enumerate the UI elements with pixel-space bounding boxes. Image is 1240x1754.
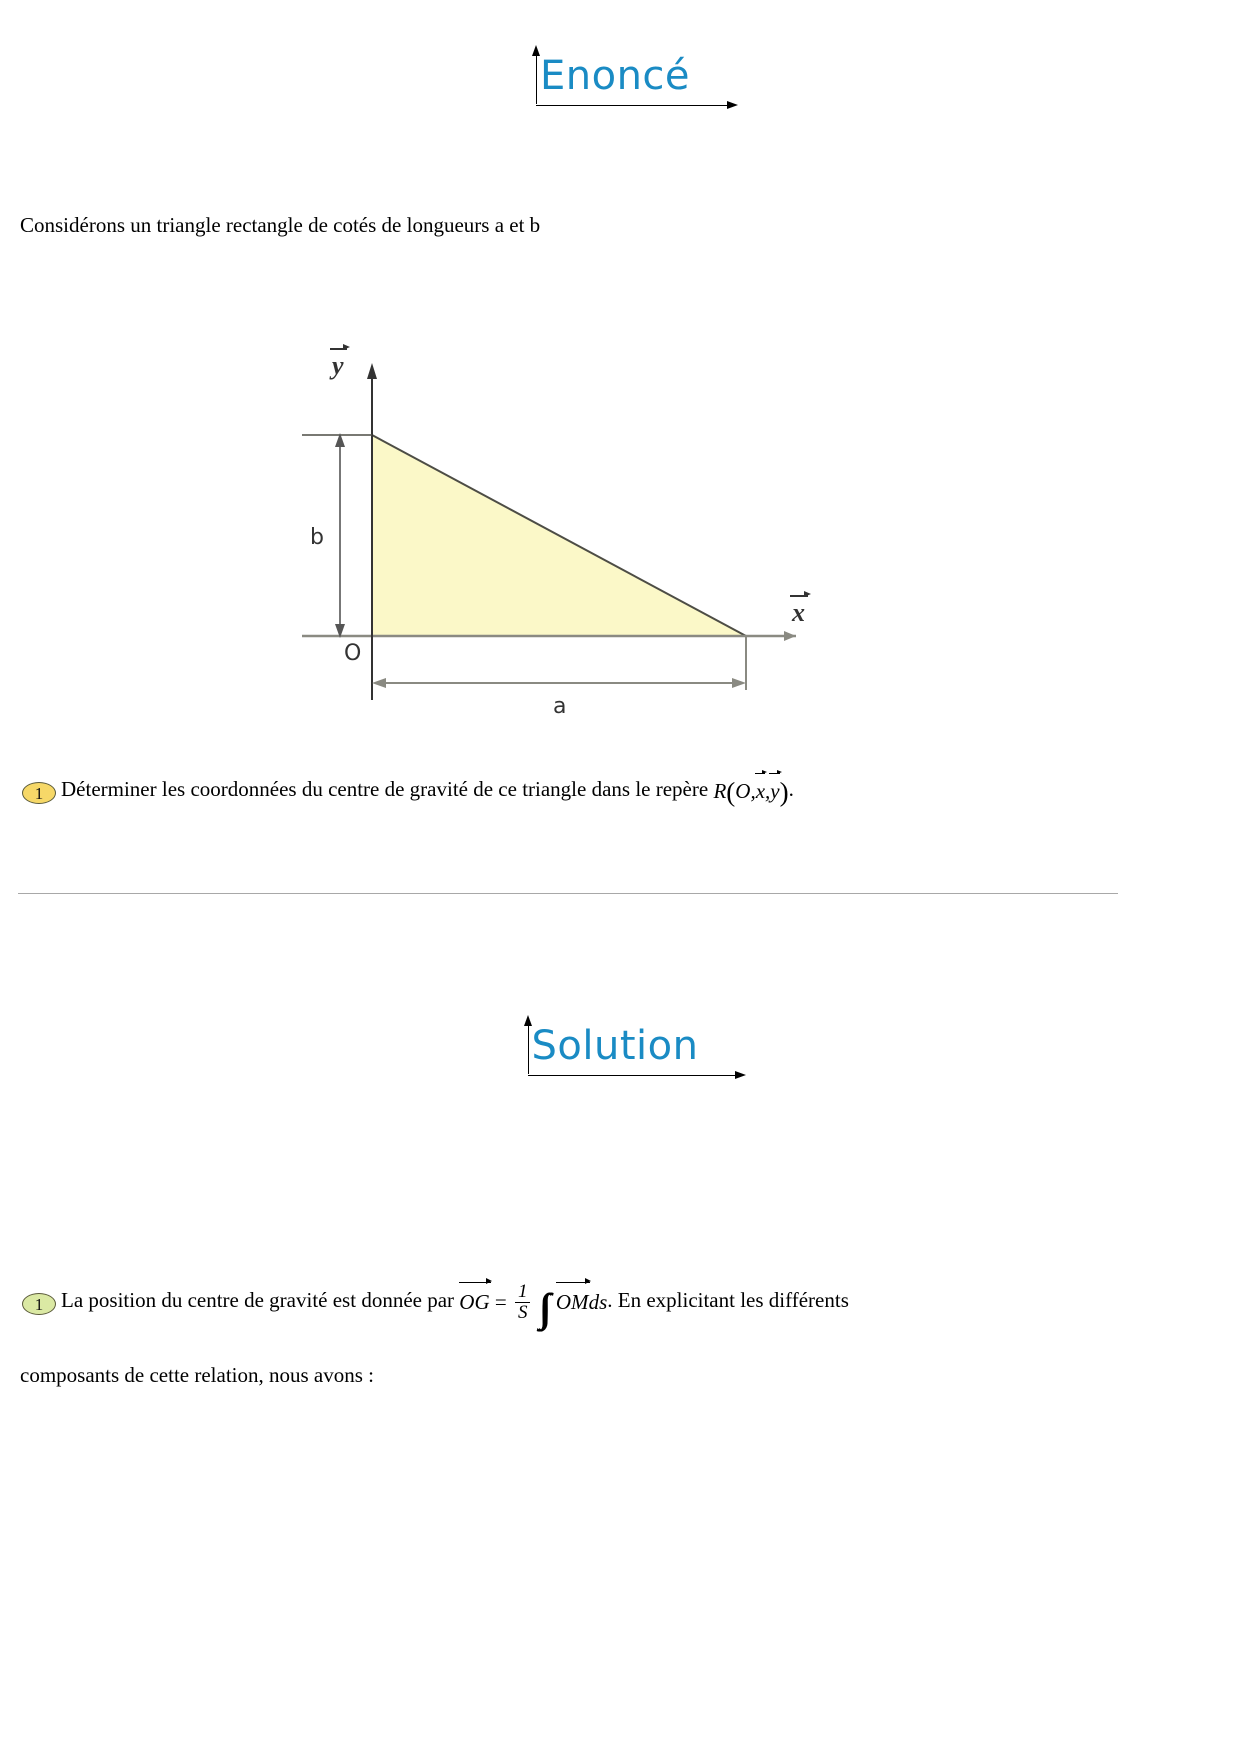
triangle-figure — [296, 345, 816, 720]
solution-step-1-line-2 — [20, 1358, 1120, 1392]
section-divider — [18, 893, 1118, 894]
vector-om: OM — [556, 1284, 589, 1319]
enonce-intro-text: Considérons un triangle rectangle de cotés de longueurs a et b — [20, 213, 541, 237]
enonce-question-1 — [22, 772, 1142, 809]
figure-label-height-b: b — [310, 525, 324, 550]
triangle-shape — [372, 435, 746, 636]
heading-solution — [0, 1018, 1240, 1078]
one-over-s-fraction — [515, 1282, 531, 1323]
up-arrow-axis-icon — [528, 1022, 529, 1074]
equals-sign: = — [494, 1289, 507, 1314]
repere-sep-2: , — [765, 779, 771, 803]
solution-step-1-text-after: . En explicitant les différents — [607, 1287, 849, 1312]
y-vector-arrow-icon: y — [332, 351, 344, 380]
x-vector-arrow-icon: x — [792, 598, 805, 627]
enonce-intro-paragraph — [20, 208, 1120, 242]
fraction-denominator: S — [515, 1302, 531, 1323]
heading-enonce-label: Enoncé — [539, 53, 691, 99]
repere-sep-1: , — [750, 779, 756, 803]
solution-step-1 — [22, 1281, 1152, 1330]
right-arrow-axis-icon — [528, 1075, 737, 1076]
up-arrow-axis-icon — [536, 52, 537, 104]
repere-open-paren: ( — [726, 777, 736, 807]
base-dimension-arrow-right-icon — [732, 678, 746, 688]
figure-label-origin: O — [344, 641, 362, 666]
double-integral-icon: ∫∫ — [538, 1284, 543, 1330]
heading-solution-inner — [516, 1018, 725, 1078]
question-number-badge: 1 — [22, 782, 56, 804]
heading-solution-label: Solution — [531, 1023, 699, 1069]
differential-ds: ds — [588, 1289, 608, 1314]
repere-origin: O — [735, 779, 751, 803]
question-1-text: Déterminer les coordonnées du centre de gravité de ce triangle dans le repère — [61, 777, 709, 801]
figure-label-y-axis — [332, 351, 344, 381]
triangle-figure-svg — [296, 345, 816, 720]
heading-enonce-inner — [524, 48, 716, 108]
question-1-period: . — [788, 777, 794, 801]
og-formula — [459, 1281, 608, 1330]
solution-step-1-continuation: composants de cette relation, nous avons : — [20, 1363, 374, 1387]
right-arrow-axis-icon — [536, 105, 728, 106]
x-axis-arrowhead-icon — [784, 631, 796, 641]
repere-formula — [713, 774, 788, 809]
figure-label-base-a: a — [553, 694, 567, 719]
fraction-numerator: 1 — [517, 1281, 528, 1302]
repere-vector-x: x — [756, 774, 765, 808]
repere-name: R — [713, 779, 727, 803]
figure-label-x-axis — [792, 598, 805, 628]
repere-vector-y: y — [770, 774, 779, 808]
base-dimension-arrow-left-icon — [372, 678, 386, 688]
solution-number-badge: 1 — [22, 1293, 56, 1315]
y-axis-arrowhead-icon — [367, 363, 377, 379]
repere-close-paren: ) — [779, 777, 789, 807]
heading-enonce — [0, 48, 1240, 108]
vector-og: OG — [459, 1284, 489, 1319]
solution-step-1-text: La position du centre de gravité est donnée par — [61, 1287, 455, 1312]
